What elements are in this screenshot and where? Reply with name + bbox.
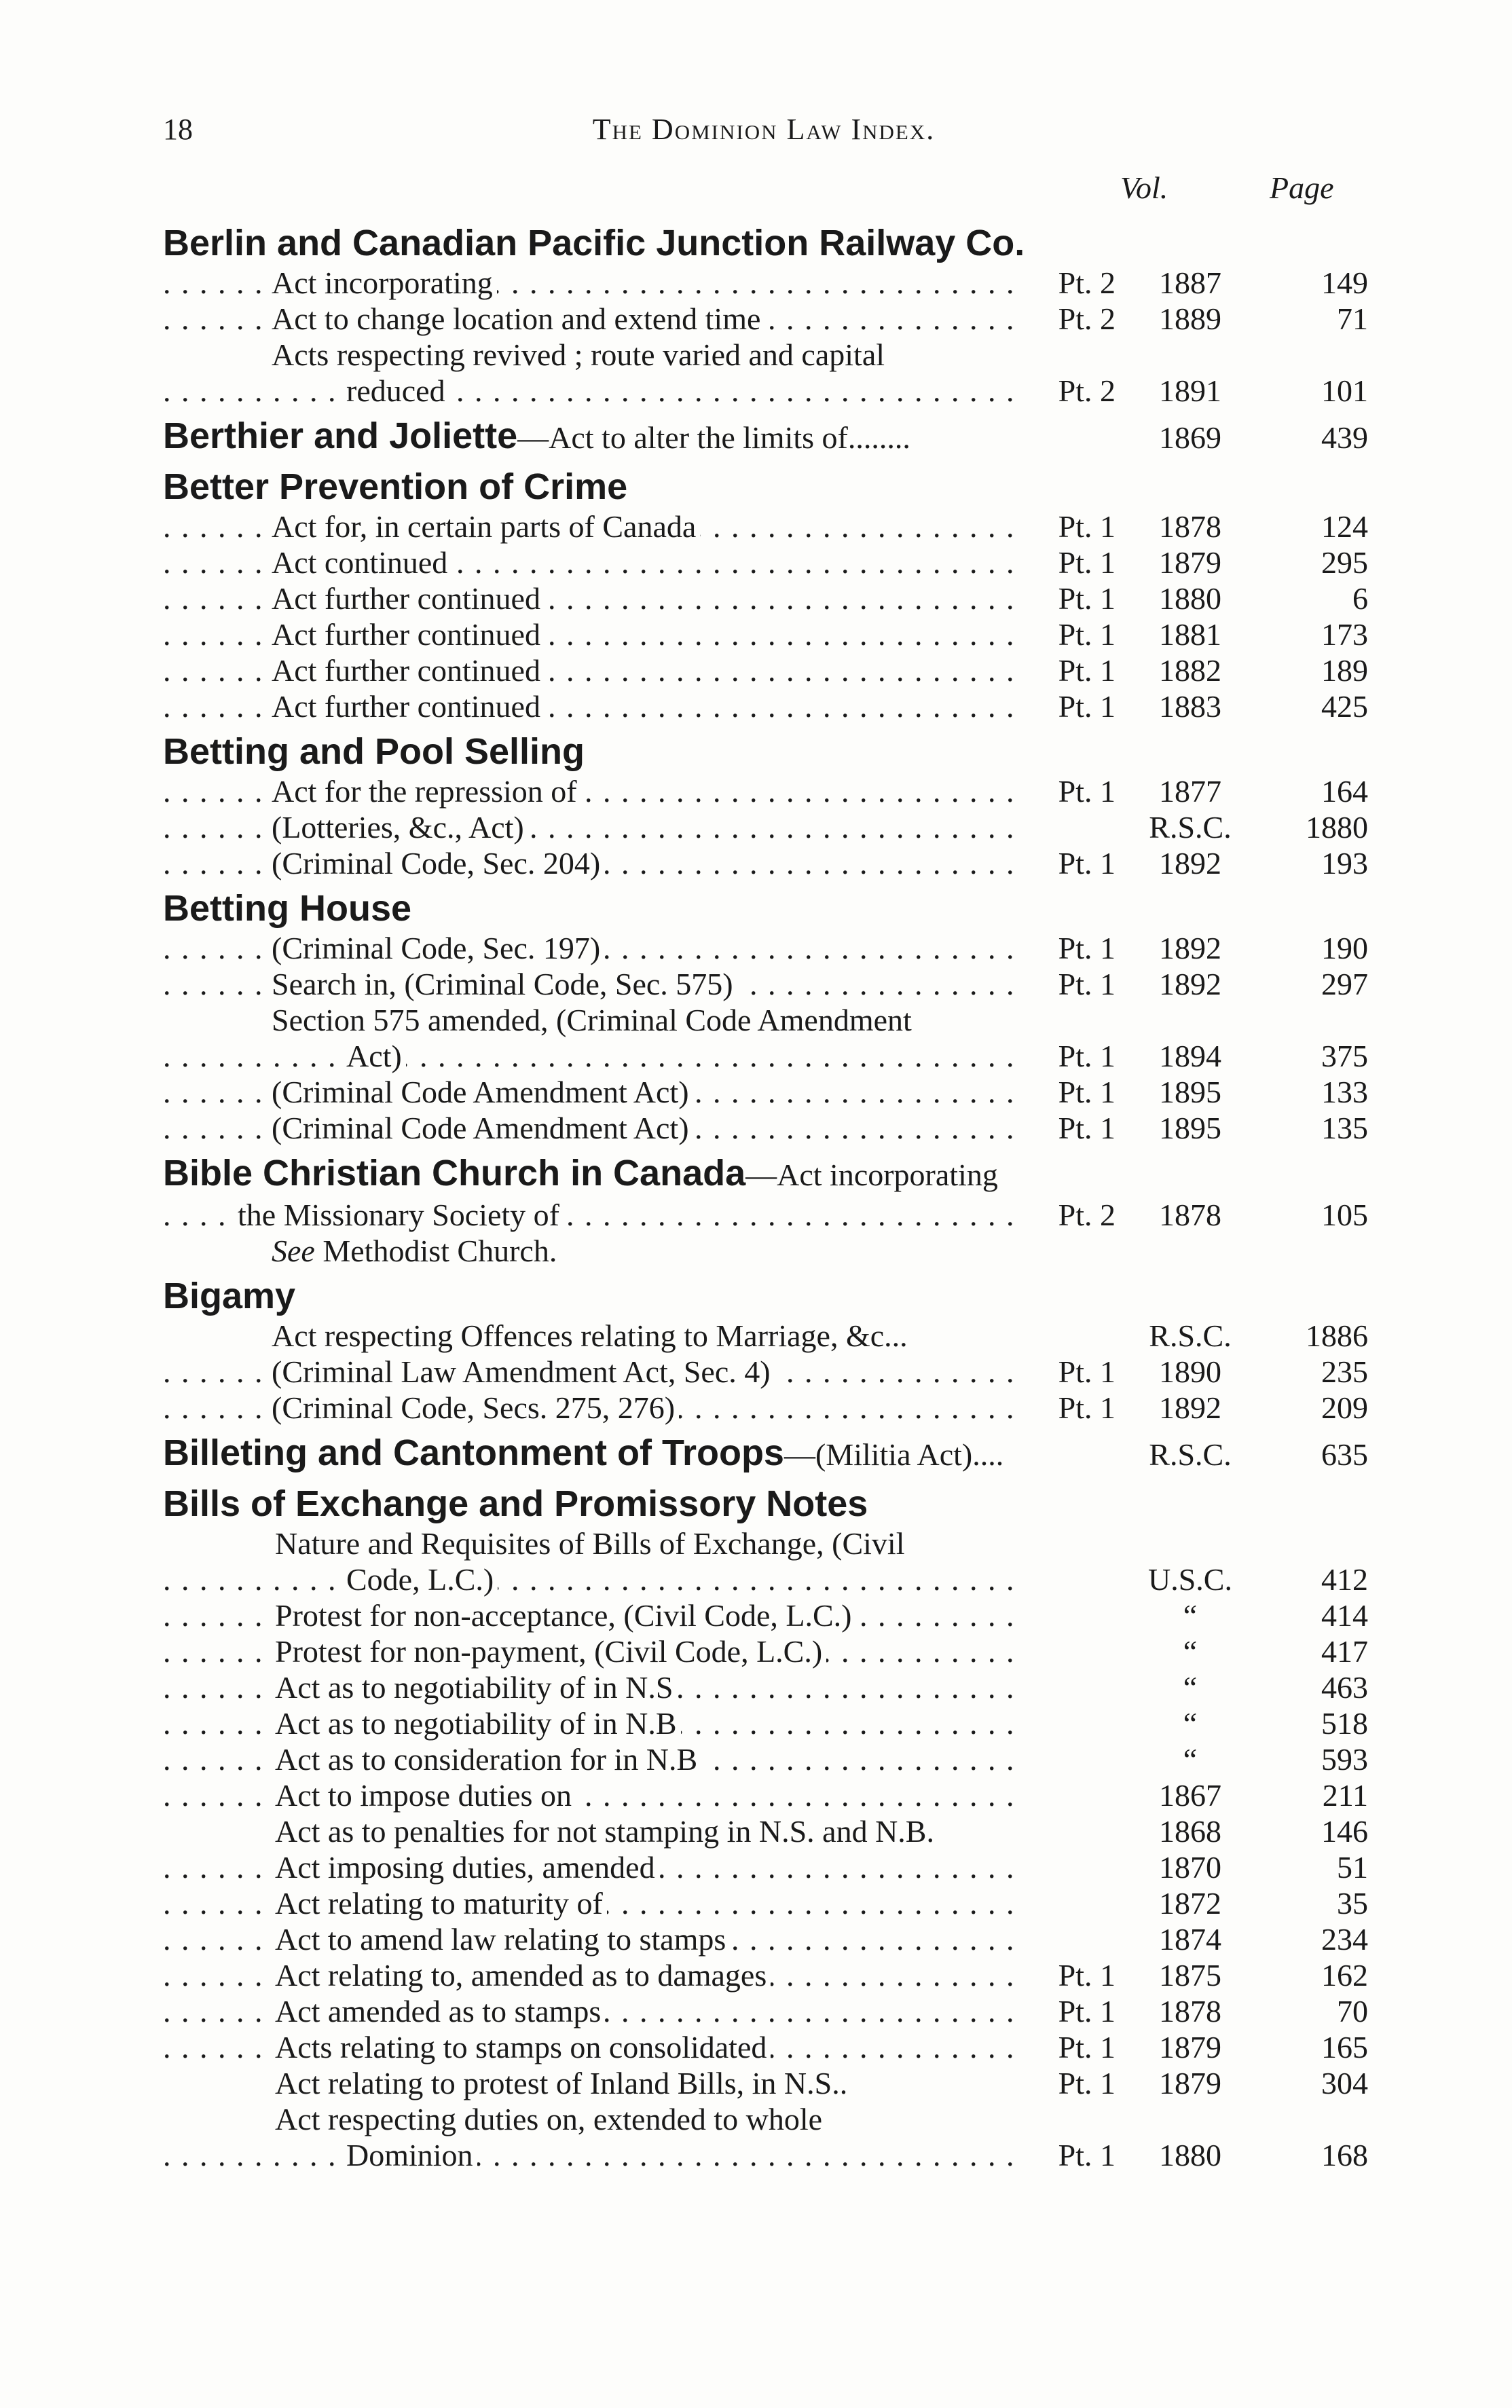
entry-text: Act relating to protest of Inland Bills, in N.S.. bbox=[275, 2066, 851, 2100]
col-page-heading: Page bbox=[1270, 170, 1334, 205]
heading-title: Better Prevention of Crime bbox=[163, 466, 628, 507]
page-cell: 518 bbox=[1321, 1706, 1368, 1741]
see-also bbox=[163, 1233, 1368, 1269]
page-cell: 133 bbox=[1321, 1075, 1368, 1109]
entry-text: Act further continued bbox=[272, 617, 545, 652]
entry-text: Protest for non-payment, (Civil Code, L.C.) bbox=[275, 1634, 826, 1669]
entry-text: Act to impose duties on bbox=[275, 1778, 576, 1813]
page-cell: 304 bbox=[1321, 2066, 1368, 2100]
volume-cell: 1872 bbox=[1159, 1886, 1221, 1921]
page-cell: 463 bbox=[1321, 1670, 1368, 1705]
page-cell: 211 bbox=[1322, 1778, 1368, 1813]
entry-text: Act respecting duties on, extended to whole bbox=[275, 2102, 826, 2136]
volume-cell: 1892 bbox=[1159, 967, 1221, 1001]
page-cell: 168 bbox=[1321, 2138, 1368, 2172]
heading-title: Betting House bbox=[163, 888, 412, 929]
page-cell: 414 bbox=[1321, 1598, 1368, 1633]
entry-text: Act respecting Offences relating to Marriage, &c... bbox=[272, 1318, 912, 1353]
volume-cell: 1879 bbox=[1159, 2030, 1221, 2064]
index-entry bbox=[163, 1921, 1368, 1957]
heading-title: Bible Christian Church in Canada bbox=[163, 1153, 746, 1193]
page-cell: 149 bbox=[1321, 265, 1368, 300]
part-cell: Pt. 2 bbox=[1023, 373, 1115, 409]
volume-cell: 1875 bbox=[1159, 1958, 1221, 1993]
entry-text: Code, L.C.) bbox=[346, 1562, 498, 1597]
see-label: See bbox=[272, 1234, 315, 1268]
page-cell: 189 bbox=[1321, 653, 1368, 688]
entry-text: (Criminal Code Amendment Act) bbox=[272, 1111, 693, 1145]
volume-cell: 1874 bbox=[1159, 1922, 1221, 1957]
part-cell: Pt. 1 bbox=[1023, 2065, 1115, 2101]
page-cell: 412 bbox=[1321, 1562, 1368, 1597]
entry-text: Act as to penalties for not stamping in N.S. and N.B. bbox=[275, 1814, 938, 1849]
column-headings bbox=[1113, 170, 1366, 210]
part-cell: Pt. 1 bbox=[1023, 688, 1115, 724]
entry-text: Protest for non-acceptance, (Civil Code, L.C.) bbox=[275, 1598, 855, 1633]
entry-text: (Lotteries, &c., Act) bbox=[272, 810, 528, 845]
see-reference: Methodist Church. bbox=[314, 1234, 557, 1268]
volume-cell: 1880 bbox=[1159, 2138, 1221, 2172]
index-entry bbox=[163, 1885, 1368, 1921]
entry-text: Acts relating to stamps on consolidated bbox=[275, 2030, 771, 2064]
index-entry bbox=[163, 1813, 1368, 1849]
page-cell: 173 bbox=[1321, 617, 1368, 652]
volume-cell: R.S.C. bbox=[1149, 1318, 1232, 1353]
part-cell: Pt. 1 bbox=[1023, 2137, 1115, 2173]
entry-text: reduced bbox=[346, 373, 449, 408]
page-cell: 164 bbox=[1321, 774, 1368, 809]
index-entry bbox=[163, 1354, 1368, 1390]
page-cell: 417 bbox=[1321, 1634, 1368, 1669]
volume-cell: 1892 bbox=[1159, 846, 1221, 881]
index-entry bbox=[163, 265, 1368, 301]
index-entry bbox=[163, 688, 1368, 724]
index-entry bbox=[163, 1002, 1368, 1038]
index-entry bbox=[163, 1633, 1368, 1669]
page-cell: 135 bbox=[1321, 1111, 1368, 1145]
part-cell: Pt. 2 bbox=[1023, 1197, 1115, 1233]
index-entry bbox=[163, 580, 1368, 616]
page-cell: 124 bbox=[1321, 509, 1368, 544]
volume-cell: 1878 bbox=[1159, 509, 1221, 544]
index-entry bbox=[163, 1849, 1368, 1885]
entry-text: Act as to negotiability of in N.B bbox=[275, 1706, 681, 1741]
page-cell: 209 bbox=[1321, 1390, 1368, 1425]
index-entry bbox=[163, 1525, 1368, 1561]
entry-text: (Criminal Code, Secs. 275, 276) bbox=[272, 1390, 679, 1425]
entry-text: Act amended as to stamps bbox=[275, 1994, 605, 2029]
volume-cell: R.S.C. bbox=[1149, 1437, 1232, 1472]
entry-text: Search in, (Criminal Code, Sec. 575) bbox=[272, 967, 737, 1001]
volume-cell: 1868 bbox=[1159, 1814, 1221, 1849]
volume-cell: 1878 bbox=[1159, 1994, 1221, 2029]
entry-text: the Missionary Society of bbox=[238, 1198, 564, 1232]
index-heading bbox=[163, 414, 1368, 460]
index-entry bbox=[163, 1597, 1368, 1633]
page-cell: 593 bbox=[1321, 1742, 1368, 1777]
index-entry bbox=[163, 2029, 1368, 2065]
heading-title: Berlin and Canadian Pacific Junction Railway Co. bbox=[163, 223, 1025, 263]
index-entry bbox=[163, 544, 1368, 580]
page-cell: 146 bbox=[1321, 1814, 1368, 1849]
entry-text: Act continued bbox=[272, 545, 451, 580]
part-cell: Pt. 1 bbox=[1023, 930, 1115, 966]
index-content bbox=[163, 216, 1368, 2173]
page-cell: 193 bbox=[1321, 846, 1368, 881]
index-entry bbox=[163, 1038, 1368, 1074]
part-cell: Pt. 1 bbox=[1023, 2029, 1115, 2065]
entry-text: Act to amend law relating to stamps bbox=[275, 1922, 730, 1957]
page-cell: 35 bbox=[1337, 1886, 1368, 1921]
index-entry bbox=[163, 337, 1368, 373]
volume-cell: “ bbox=[1183, 1742, 1198, 1777]
part-cell: Pt. 1 bbox=[1023, 616, 1115, 652]
heading-title: Billeting and Cantonment of Troops bbox=[163, 1432, 784, 1473]
volume-cell: 1892 bbox=[1159, 931, 1221, 965]
part-cell: Pt. 1 bbox=[1023, 1110, 1115, 1146]
page-cell: 295 bbox=[1321, 545, 1368, 580]
part-cell: Pt. 1 bbox=[1023, 652, 1115, 688]
col-vol-heading: Vol. bbox=[1120, 170, 1168, 205]
volume-cell: 1870 bbox=[1159, 1850, 1221, 1885]
index-entry bbox=[163, 1777, 1368, 1813]
index-entry bbox=[163, 2101, 1368, 2137]
index-heading bbox=[163, 1431, 1368, 1477]
index-entry bbox=[163, 1074, 1368, 1110]
entry-text: Act to change location and extend time bbox=[272, 301, 764, 336]
volume-cell: “ bbox=[1183, 1706, 1198, 1741]
page-cell: 1886 bbox=[1306, 1318, 1368, 1353]
page-cell: 71 bbox=[1337, 301, 1368, 336]
entry-text: Act incorporating bbox=[272, 265, 497, 300]
part-cell: Pt. 1 bbox=[1023, 773, 1115, 809]
entry-text: Nature and Requisites of Bills of Exchange, (Civil bbox=[275, 1526, 908, 1561]
index-heading bbox=[163, 465, 1368, 508]
entry-text: Act further continued bbox=[272, 581, 545, 616]
volume-cell: 1891 bbox=[1159, 373, 1221, 408]
entry-text: Act imposing duties, amended bbox=[275, 1850, 659, 1885]
part-cell: Pt. 1 bbox=[1023, 580, 1115, 616]
part-cell: Pt. 1 bbox=[1023, 1354, 1115, 1390]
index-heading bbox=[163, 1151, 1368, 1197]
part-cell: Pt. 1 bbox=[1023, 845, 1115, 881]
entry-text: (Criminal Code, Sec. 197) bbox=[272, 931, 604, 965]
index-heading bbox=[163, 887, 1368, 930]
index-entry bbox=[163, 1197, 1368, 1233]
index-entry bbox=[163, 845, 1368, 881]
index-entry bbox=[163, 1957, 1368, 1993]
page-cell: 6 bbox=[1352, 581, 1368, 616]
index-entry bbox=[163, 652, 1368, 688]
entry-text: Act as to consideration for in N.B bbox=[275, 1742, 701, 1777]
index-entry bbox=[163, 1318, 1368, 1354]
index-entry bbox=[163, 508, 1368, 544]
part-cell: Pt. 1 bbox=[1023, 508, 1115, 544]
entry-text: Act relating to, amended as to damages bbox=[275, 1958, 771, 1993]
part-cell: Pt. 1 bbox=[1023, 1957, 1115, 1993]
page-cell: 162 bbox=[1321, 1958, 1368, 1993]
entry-text: (Criminal Law Amendment Act, Sec. 4) bbox=[272, 1354, 775, 1389]
index-entry bbox=[163, 966, 1368, 1002]
volume-cell: 1882 bbox=[1159, 653, 1221, 688]
part-cell: Pt. 1 bbox=[1023, 1038, 1115, 1074]
volume-cell: 1892 bbox=[1159, 1390, 1221, 1425]
volume-cell: 1894 bbox=[1159, 1039, 1221, 1073]
entry-text: (Criminal Code, Sec. 204) bbox=[272, 846, 604, 881]
part-cell: Pt. 1 bbox=[1023, 1993, 1115, 2029]
heading-title: Betting and Pool Selling bbox=[163, 731, 585, 772]
heading-text: —(Militia Act).... bbox=[783, 1437, 1004, 1472]
volume-cell: 1879 bbox=[1159, 545, 1221, 580]
page-cell: 165 bbox=[1321, 2030, 1368, 2064]
heading-title: Bigamy bbox=[163, 1276, 296, 1316]
volume-cell: U.S.C. bbox=[1148, 1562, 1232, 1597]
entry-text: Act for the repression of bbox=[272, 774, 581, 809]
part-cell: Pt. 1 bbox=[1023, 1074, 1115, 1110]
index-entry bbox=[163, 1390, 1368, 1426]
index-entry bbox=[163, 1669, 1368, 1705]
index-entry bbox=[163, 373, 1368, 409]
page-cell: 425 bbox=[1321, 689, 1368, 724]
index-heading bbox=[163, 1482, 1368, 1525]
index-entry bbox=[163, 616, 1368, 652]
index-entry bbox=[163, 1705, 1368, 1741]
entry-text: Act relating to maturity of bbox=[275, 1886, 607, 1921]
volume-cell: “ bbox=[1183, 1670, 1198, 1705]
entry-text: Act as to negotiability of in N.S bbox=[275, 1670, 677, 1705]
page-cell: 51 bbox=[1337, 1850, 1368, 1885]
volume-cell: 1880 bbox=[1159, 581, 1221, 616]
heading-title: Bills of Exchange and Promissory Notes bbox=[163, 1483, 868, 1524]
volume-cell: 1881 bbox=[1159, 617, 1221, 652]
index-entry bbox=[163, 930, 1368, 966]
part-cell: Pt. 1 bbox=[1023, 966, 1115, 1002]
page-cell: 439 bbox=[1321, 420, 1368, 455]
index-entry bbox=[163, 2137, 1368, 2173]
volume-cell: 1887 bbox=[1159, 265, 1221, 300]
entry-text: Act) bbox=[346, 1039, 406, 1073]
volume-cell: 1879 bbox=[1159, 2066, 1221, 2100]
volume-cell: 1869 bbox=[1159, 420, 1221, 455]
index-heading bbox=[163, 221, 1368, 265]
part-cell: Pt. 1 bbox=[1023, 1390, 1115, 1426]
page-cell: 1880 bbox=[1306, 810, 1368, 845]
volume-cell: 1895 bbox=[1159, 1111, 1221, 1145]
page-cell: 190 bbox=[1321, 931, 1368, 965]
running-head: The Dominion Law Index. bbox=[592, 113, 936, 146]
volume-cell: 1895 bbox=[1159, 1075, 1221, 1109]
volume-cell: 1890 bbox=[1159, 1354, 1221, 1389]
part-cell: Pt. 1 bbox=[1023, 544, 1115, 580]
volume-cell: 1877 bbox=[1159, 774, 1221, 809]
entry-text: Dominion bbox=[346, 2138, 477, 2172]
volume-cell: “ bbox=[1183, 1634, 1198, 1669]
index-entry bbox=[163, 773, 1368, 809]
page-cell: 297 bbox=[1321, 967, 1368, 1001]
volume-cell: R.S.C. bbox=[1149, 810, 1232, 845]
part-cell: Pt. 2 bbox=[1023, 301, 1115, 337]
page-cell: 375 bbox=[1321, 1039, 1368, 1073]
volume-cell: 1867 bbox=[1159, 1778, 1221, 1813]
index-entry bbox=[163, 1110, 1368, 1146]
page-cell: 234 bbox=[1321, 1922, 1368, 1957]
index-entry bbox=[163, 1741, 1368, 1777]
page-cell: 105 bbox=[1321, 1198, 1368, 1232]
entry-text: Act further continued bbox=[272, 653, 545, 688]
index-entry bbox=[163, 809, 1368, 845]
index-entry bbox=[163, 1561, 1368, 1597]
heading-text: —Act to alter the limits of........ bbox=[517, 420, 910, 455]
index-heading bbox=[163, 730, 1368, 773]
page-cell: 635 bbox=[1321, 1437, 1368, 1472]
page-header bbox=[163, 112, 1365, 160]
page-cell: 235 bbox=[1321, 1354, 1368, 1389]
page-cell: 101 bbox=[1321, 373, 1368, 408]
index-entry bbox=[163, 301, 1368, 337]
heading-title: Berthier and Joliette bbox=[163, 415, 518, 456]
volume-cell: 1878 bbox=[1159, 1198, 1221, 1232]
index-entry bbox=[163, 2065, 1368, 2101]
entry-text: Section 575 amended, (Criminal Code Amendment bbox=[272, 1003, 916, 1037]
volume-cell: “ bbox=[1183, 1598, 1198, 1633]
entry-text: (Criminal Code Amendment Act) bbox=[272, 1075, 693, 1109]
page-number: 18 bbox=[163, 113, 193, 146]
entry-text: Act for, in certain parts of Canada bbox=[272, 509, 700, 544]
volume-cell: 1889 bbox=[1159, 301, 1221, 336]
entry-text: Act further continued bbox=[272, 689, 545, 724]
heading-text: —Act incorporating bbox=[745, 1157, 998, 1192]
index-heading bbox=[163, 1274, 1368, 1318]
page-cell: 70 bbox=[1337, 1994, 1368, 2029]
part-cell: Pt. 2 bbox=[1023, 265, 1115, 301]
entry-text: Acts respecting revived ; route varied and capital bbox=[272, 337, 889, 372]
index-entry bbox=[163, 1993, 1368, 2029]
volume-cell: 1883 bbox=[1159, 689, 1221, 724]
